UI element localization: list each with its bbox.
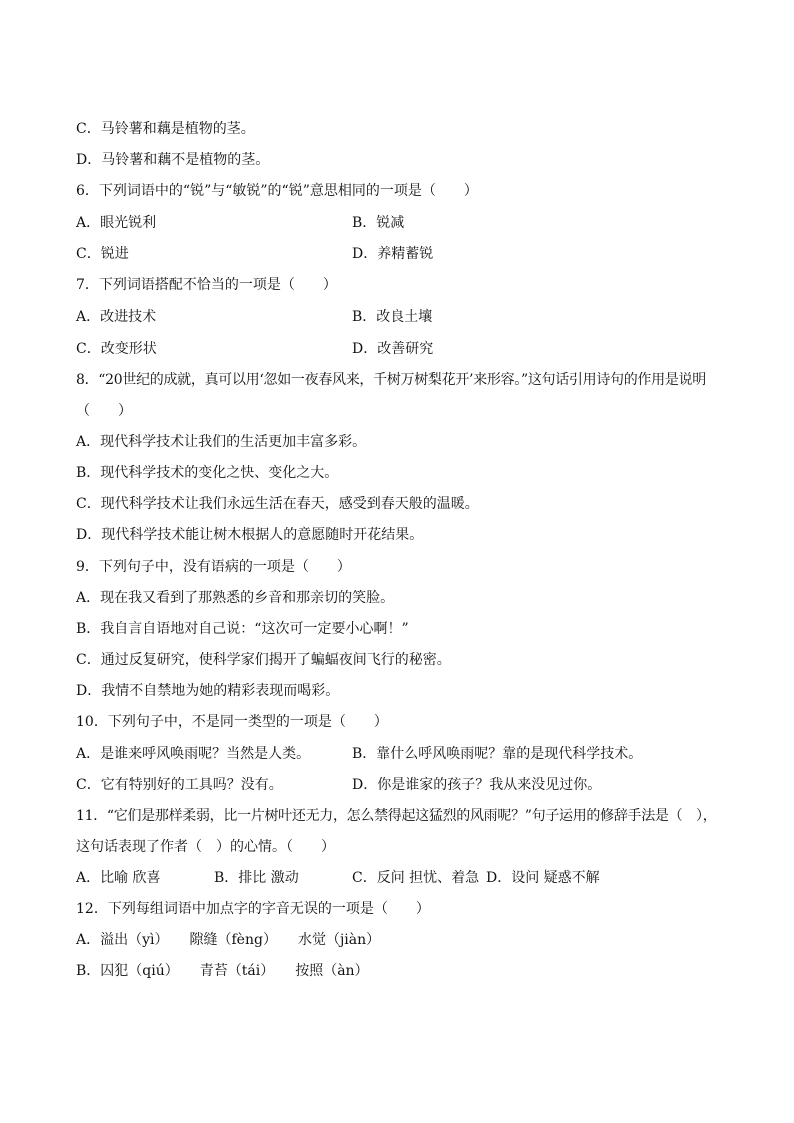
question-6-row-ab <box>76 213 405 233</box>
option-7a: A．改进技术 <box>76 309 157 325</box>
question-9: 9．下列句子中，没有语病的一项是（ ） <box>76 559 351 575</box>
question-10-row-cd <box>76 775 602 795</box>
question-8-line-2: （ ） <box>76 403 132 419</box>
option-8d: D．现代科学技术能让树木根据人的意愿随时开花结果。 <box>76 527 424 543</box>
option-8a: A．现代科学技术让我们的生活更加丰富多彩。 <box>76 434 367 450</box>
option-12a: A．溢出（yì） 隙缝（fèng） 水觉（jiàn） <box>76 932 381 948</box>
option-7d: D．改善研究 <box>352 341 434 357</box>
option-10c: C．它有特别好的工具吗？没有。 <box>76 777 283 793</box>
question-6: 6．下列词语中的“锐”与“敏锐”的“锐”意思相同的一项是（ ） <box>76 183 478 199</box>
option-8c: C．现代科学技术让我们永远生活在春天，感受到春天般的温暖。 <box>76 496 479 512</box>
question-10: 10．下列句子中，不是同一类型的一项是（ ） <box>76 714 388 730</box>
option-11d: D．设问 疑惑不解 <box>486 870 600 886</box>
option-9a: A．现在我又看到了那熟悉的乡音和那亲切的笑脸。 <box>76 590 395 606</box>
question-11-options <box>76 868 600 888</box>
option-9d: D．我情不自禁地为她的精彩表现而喝彩。 <box>76 683 340 699</box>
question-7-row-ab <box>76 307 433 327</box>
option-12b: B．囚犯（qiú） 青苔（tái） 按照（àn） <box>76 963 369 979</box>
option-5c: C．马铃薯和藕是植物的茎。 <box>76 121 255 137</box>
question-11-line-1: 11．“它们是那样柔弱，比一片树叶还无力，怎么禁得起这猛烈的风雨呢？”句子运用的修辞手法是（ ）， <box>76 808 717 824</box>
option-10b: B．靠什么呼风唤雨呢？靠的是现代科学技术。 <box>352 746 643 762</box>
option-10a: A．是谁来呼风唤雨呢？当然是人类。 <box>76 746 311 762</box>
question-8-line-1: 8．“20世纪的成就，真可以用‘忽如一夜春风来，千树万树梨花开’来形容。”这句话引用诗句的作用是说明 <box>76 372 706 388</box>
option-8b: B．现代科学技术的变化之快、变化之大。 <box>76 465 339 481</box>
option-7b: B．改良土壤 <box>352 309 433 325</box>
option-9b: B．我自言自语地对自己说：“这次可一定要小心啊！” <box>76 621 409 637</box>
option-11a: A．比喻 欣喜 <box>76 870 161 886</box>
option-9c: C．通过反复研究，使科学家们揭开了蝙蝠夜间飞行的秘密。 <box>76 652 451 668</box>
question-6-row-cd <box>76 244 434 264</box>
question-12: 12．下列每组词语中加点字的字音无误的一项是（ ） <box>76 901 430 917</box>
option-11c: C．反问 担忧、着急 <box>352 870 480 886</box>
question-7: 7．下列词语搭配不恰当的一项是（ ） <box>76 277 337 293</box>
question-10-row-ab <box>76 744 643 764</box>
option-6a: A．眼光锐利 <box>76 215 157 231</box>
option-11b: B．排比 激动 <box>214 870 299 886</box>
question-11-line-2: 这句话表现了作者（ ）的心情。（ ） <box>76 839 335 855</box>
option-5d: D．马铃薯和藕不是植物的茎。 <box>76 152 270 168</box>
option-6b: B．锐减 <box>352 215 405 231</box>
option-10d: D．你是谁家的孩子？我从来没见过你。 <box>352 777 602 793</box>
option-7c: C．改变形状 <box>76 341 157 357</box>
question-7-row-cd <box>76 339 434 359</box>
option-6d: D．养精蓄锐 <box>352 246 434 262</box>
option-6c: C．锐进 <box>76 246 129 262</box>
